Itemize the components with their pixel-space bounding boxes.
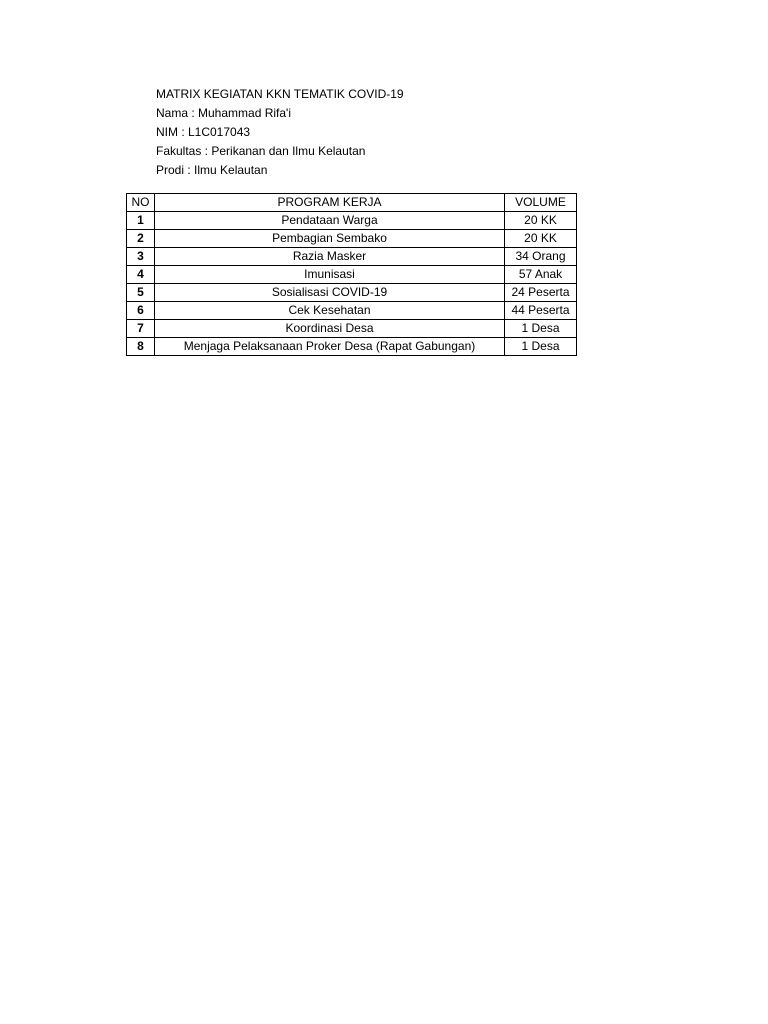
row-volume: 24 Peserta — [505, 284, 577, 302]
table-row — [127, 266, 577, 284]
table-row — [127, 248, 577, 266]
name-line: Nama : Muhammad Rifa'i — [156, 106, 291, 120]
document-title: MATRIX KEGIATAN KKN TEMATIK COVID-19 — [156, 87, 404, 101]
row-program: Koordinasi Desa — [155, 320, 505, 338]
nim-line: NIM : L1C017043 — [156, 125, 251, 139]
row-program: Pembagian Sembako — [155, 230, 505, 248]
row-volume: 57 Anak — [505, 266, 577, 284]
row-volume: 1 Desa — [505, 338, 577, 356]
row-program: Razia Masker — [155, 248, 505, 266]
row-no: 8 — [127, 338, 155, 356]
table-header-row — [127, 194, 577, 212]
activity-matrix-table — [126, 193, 577, 356]
column-header-no: NO — [127, 194, 155, 212]
row-no: 7 — [127, 320, 155, 338]
table-row — [127, 212, 577, 230]
row-volume: 20 KK — [505, 212, 577, 230]
column-header-program: PROGRAM KERJA — [155, 194, 505, 212]
row-program: Imunisasi — [155, 266, 505, 284]
table-row — [127, 320, 577, 338]
table-row — [127, 302, 577, 320]
row-no: 4 — [127, 266, 155, 284]
row-no: 2 — [127, 230, 155, 248]
row-program: Pendataan Warga — [155, 212, 505, 230]
row-volume: 34 Orang — [505, 248, 577, 266]
study-program-line: Prodi : Ilmu Kelautan — [156, 163, 268, 177]
row-no: 1 — [127, 212, 155, 230]
table-row — [127, 284, 577, 302]
row-volume: 20 KK — [505, 230, 577, 248]
table-row — [127, 230, 577, 248]
column-header-volume: VOLUME — [505, 194, 577, 212]
row-volume: 1 Desa — [505, 320, 577, 338]
row-no: 5 — [127, 284, 155, 302]
table-row — [127, 338, 577, 356]
document-header — [156, 85, 404, 180]
row-program: Menjaga Pelaksanaan Proker Desa (Rapat Gabungan) — [155, 338, 505, 356]
faculty-line: Fakultas : Perikanan dan Ilmu Kelautan — [156, 144, 366, 158]
row-program: Sosialisasi COVID-19 — [155, 284, 505, 302]
row-no: 3 — [127, 248, 155, 266]
row-volume: 44 Peserta — [505, 302, 577, 320]
row-no: 6 — [127, 302, 155, 320]
row-program: Cek Kesehatan — [155, 302, 505, 320]
